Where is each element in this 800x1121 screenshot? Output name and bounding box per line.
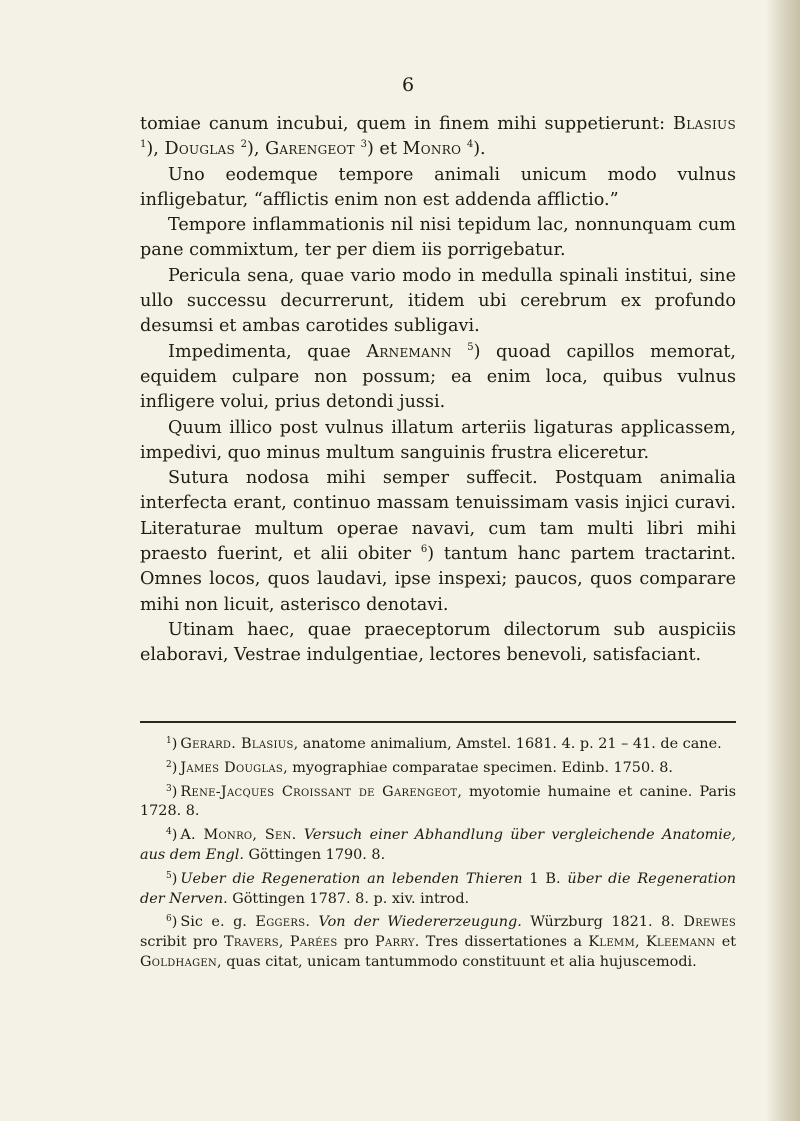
author-blasius: Blasius [673,114,736,134]
footnote-5: $^5$) Ueber die Regeneration an lebenden Thieren 1 B. über die Regeneration der Nerven. Göttingen 1787. 8. p. xiv. introd. [140,870,736,907]
author-garengeot: Garengeot [265,139,355,160]
paragraph-3: Tempore inflammationis nil nisi tepidum lac, nonnunquam cum pane commixtum, ter per diem iis porrigebatur. [140,215,736,261]
footnote-divider [140,721,736,723]
footnote-6: $^6$) Sic e. g. Eggers. Von der Wiedererzeugung. Würzburg 1821. 8. Drewes scribit pro Travers, Parées pro Parry. Tres dissertationes a Klemm, Kleemann et Goldhagen, quas citat, unicam tantummodo constituunt et alia hujuscemodi. [140,914,736,970]
footnote-ref-1[interactable]: 1 [140,139,147,151]
footnote-2: $^2$) James Douglas, myographiae comparatae specimen. Edinb. 1750. 8. [166,759,673,776]
page-number: 6 [401,74,415,96]
footnote-ref-4[interactable]: 4 [466,139,474,151]
footnote-4: $^4$) A. Monro, Sen. Versuch einer Abhandlung über vergleichende Anatomie, aus dem Engl. Göttingen 1790. 8. [140,827,736,863]
main-text [140,112,736,669]
paragraph-1: tomiae canum incubui, quem in finem mihi suppetierunt: Blasius $^1$), Douglas $^2$), Garengeot $^3$) et Monro $^4$). [140,114,736,160]
footnote-3: $^3$) Rene-Jacques Croissant de Garengeot, myotomie humaine et canine. Paris 1728. 8. [140,783,736,820]
paragraph-5: Impedimenta, quae Arnemann $^5$) quoad capillos memorat, equidem culpare non possum; ea enim loca, quibus vulnus infligere volui, prius detondi jussi. [140,341,737,413]
footnote-ref-3[interactable]: 3 [360,139,367,151]
paragraph-6: Quum illico post vulnus illatum arteriis ligaturas applicassem, impedivi, quo minus multum sanguinis frustra eliceretur. [140,417,736,463]
footnote-ref-5[interactable]: 5 [467,341,474,353]
author-arnemann: Arnemann [366,341,452,362]
page-edge-shadow [766,0,800,1121]
footnote-ref-6[interactable]: 6 [420,544,428,556]
author-monro: Monro [402,139,462,160]
footnote-1: $^1$) Gerard. Blasius, anatome animalium, Amstel. 1681. 4. p. 21 – 41. de cane. [166,736,722,752]
paragraph-4: Pericula sena, quae vario modo in medulla spinali institui, sine ullo successu decurrerunt, itidem ubi cerebrum ex profundo desumsi et ambas carotides subligavi. [140,265,736,337]
footnote-ref-2[interactable]: 2 [240,139,248,151]
paragraph-8: Utinam haec, quae praeceptorum dilectorum sub auspiciis elaboravi, Vestrae indulgentiae, lectores benevoli, satisfaciant. [140,619,736,666]
author-douglas: Douglas [164,139,236,160]
footnotes [140,732,736,974]
paragraph-7: Sutura nodosa mihi semper suffecit. Postquam animalia interfecta erant, continuo massam tenuissimam vasis injici curavi. Literaturae multum operae navavi, cum tam multi libri mihi praesto fuerint, et alii obiter $^6$) tantum hanc partem tractarint. Omnes locos, quos laudavi, ipse inspexi; paucos, quos comparare mihi non licuit, asterisco denotavi. [140,468,736,615]
paragraph-2: Uno eodemque tempore animali unicum modo vulnus infligebatur, “afflictis enim non est addenda afflictio.” [140,164,736,210]
